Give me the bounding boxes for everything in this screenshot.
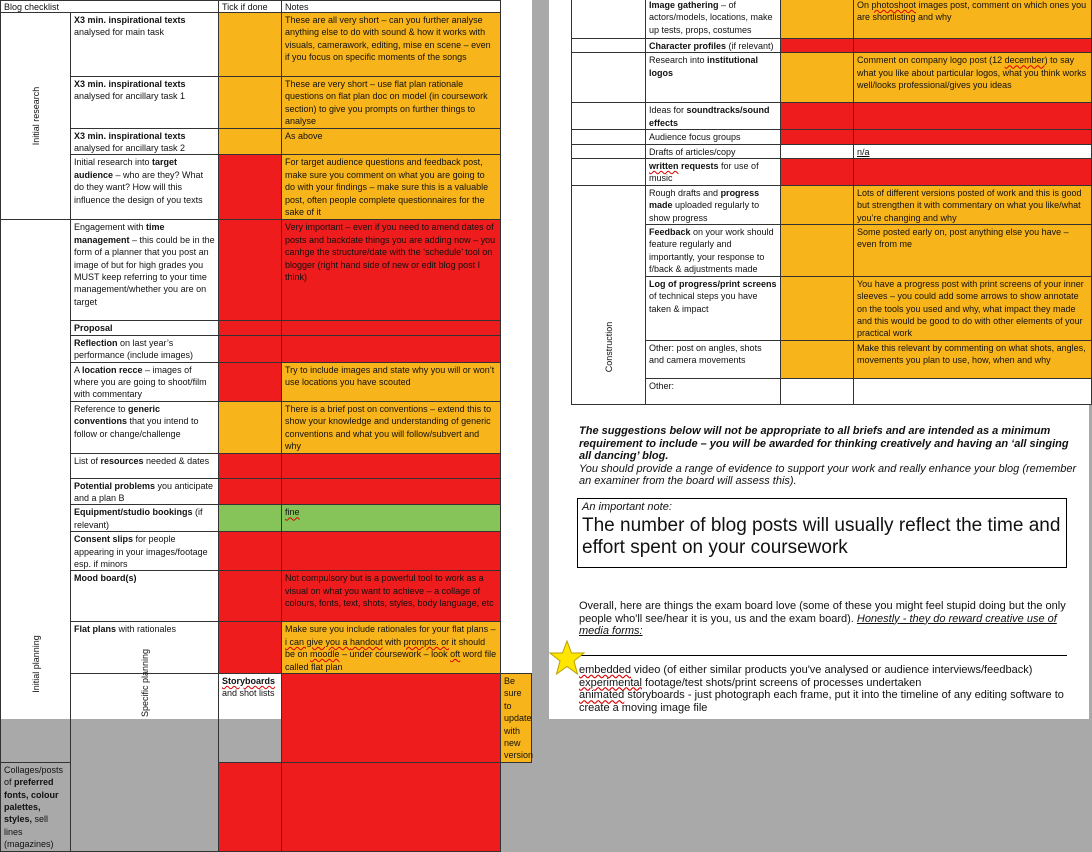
notes-cell: You have a progress post with print screens of your inner sleeves – you could add some arrows to show annotate on the tools you used and why, what impact they made and this would be good to do with other elements of your practical work <box>854 276 1092 340</box>
notes-cell: Make sure you include rationales for your flat plans – i can give you a handout with prompts. or it should be on moodle – under coursework – look oft word file called flat plan <box>282 622 501 674</box>
blank-cell <box>572 39 646 53</box>
notes-cell <box>282 453 501 478</box>
notes-cell: Make this relevant by commenting on what shots, angles, movements you plan to use, how, when and why <box>854 340 1092 378</box>
blank-cell <box>572 0 646 39</box>
notes-cell <box>854 159 1092 186</box>
tick-cell[interactable] <box>781 378 854 404</box>
bullet-item: animated storyboards - just photograph each frame, put it into the timeline of any editing software to create a moving image file <box>579 689 1064 714</box>
notes-cell <box>854 39 1092 53</box>
checklist-item: written requests for use of music <box>646 159 781 186</box>
checklist-item: Consent slips for people appearing in your images/footage esp. if minors <box>71 532 219 571</box>
blank-cell <box>572 159 646 186</box>
bullet-list <box>579 664 1079 714</box>
checklist-item: X3 min. inspirational texts analysed for ancillary task 1 <box>71 77 219 129</box>
blog-checklist-table <box>0 0 532 852</box>
section-initial-research: Initial research <box>1 13 71 220</box>
notes-cell <box>282 321 501 335</box>
note-label: An important note: <box>582 501 672 513</box>
checklist-item: Proposal <box>71 321 219 335</box>
tick-cell[interactable] <box>781 159 854 186</box>
checklist-item: Ideas for soundtracks/sound effects <box>646 103 781 130</box>
tick-cell[interactable] <box>282 673 501 762</box>
tick-cell[interactable] <box>781 225 854 277</box>
construction-table <box>571 0 1092 405</box>
checklist-item: Engagement with time management – this could be in the form of a planner that you post an image of but for high grades you MUST keep referring to your time management/whether you are on target <box>71 220 219 321</box>
notes-cell: As above <box>282 128 501 155</box>
tick-cell[interactable] <box>219 335 282 362</box>
note-main-text: The number of blog posts will usually reflect the time and effort spent on your coursework <box>582 515 1061 558</box>
checklist-item: X3 min. inspirational texts analysed for ancillary task 2 <box>71 128 219 155</box>
tick-cell[interactable] <box>219 505 282 532</box>
tick-cell[interactable] <box>219 128 282 155</box>
checklist-item: Collages/posts of preferred fonts, colour palettes, styles, sell lines (magazines) <box>1 762 71 851</box>
tick-cell[interactable] <box>219 362 282 401</box>
notes-cell: These are very short – use flat plan rationale questions on flat plan doc on model (in coursework section) to give you prompts on further things to analyse <box>282 77 501 129</box>
notes-cell <box>282 762 501 851</box>
tick-cell[interactable] <box>219 77 282 129</box>
checklist-item: Initial research into target audience – who are they? What do they want? How will this influence the design of you texts <box>71 155 219 220</box>
checklist-item: Reference to generic conventions that you intend to follow or change/challenge <box>71 401 219 453</box>
checklist-item: Drafts of articles/copy <box>646 144 781 158</box>
checklist-item: Rough drafts and progress made uploaded regularly to show progress <box>646 185 781 224</box>
tick-cell[interactable] <box>781 0 854 39</box>
divider-line <box>577 655 1067 656</box>
tick-cell[interactable] <box>781 276 854 340</box>
notes-cell <box>282 478 501 505</box>
blank-cell <box>572 53 646 103</box>
suggestions-paragraph: The suggestions below will not be appropriate to all briefs and are intended as a minimum requirement to include – you will be awarded for thinking creatively and having an ‘all singing all dancing’ blog. You should provide a range of evidence to support your work and really enhance your blog (remember an examiner from the board will assess this). <box>579 425 1077 488</box>
notes-cell: Comment on company logo post (12 december) to say what you like about particular logos, what you think works well/looks professional/gives you ideas <box>854 53 1092 103</box>
tick-cell[interactable] <box>219 762 282 851</box>
notes-cell: There is a brief post on conventions – extend this to show your knowledge and understanding of generic conventions and what you will follow/subvert and why <box>282 401 501 453</box>
notes-cell: Some posted early on, post anything else you have – even from me <box>854 225 1092 277</box>
bullet-item: embedded video (of either similar products you've analysed or audience interviews/feedback) <box>579 664 1033 676</box>
tick-cell[interactable] <box>781 340 854 378</box>
checklist-item: Other: post on angles, shots and camera movements <box>646 340 781 378</box>
left-document-page <box>0 0 534 850</box>
important-note-box <box>577 498 1067 568</box>
checklist-item: Character profiles (if relevant) <box>646 39 781 53</box>
checklist-item: Feedback on your work should feature regularly and importantly, your response to f/back & adjustments made <box>646 225 781 277</box>
tick-cell[interactable] <box>781 185 854 224</box>
notes-cell <box>854 130 1092 144</box>
tick-cell[interactable] <box>219 532 282 571</box>
header-blog-checklist: Blog checklist <box>1 1 219 13</box>
checklist-item: Reflection on last year’s performance (include images) <box>71 335 219 362</box>
blank-cell <box>572 103 646 130</box>
section-specific-planning: Specific planning <box>71 673 219 851</box>
blank-cell <box>572 144 646 158</box>
notes-cell: Not compulsory but is a powerful tool to work as a visual on what you want to achieve – a collage of colours, fonts, text, shots, styles, body language, etc <box>282 571 501 622</box>
tick-cell[interactable] <box>219 401 282 453</box>
tick-cell[interactable] <box>219 220 282 321</box>
checklist-item: Storyboards and shot lists <box>219 673 282 762</box>
checklist-item: List of resources needed & dates <box>71 453 219 478</box>
bullet-item: experimental footage/test shots/print screens of processes undertaken <box>579 676 922 689</box>
overall-paragraph: Overall, here are things the exam board love (some of these you might feel stupid doing but the only people who'll see/hear it is you, us and the exam board). Honestly - they do reward creative use of media forms: <box>579 600 1066 638</box>
notes-cell <box>282 335 501 362</box>
tick-cell[interactable] <box>219 155 282 220</box>
checklist-item: Research into institutional logos <box>646 53 781 103</box>
tick-cell[interactable] <box>781 103 854 130</box>
notes-cell: fine <box>282 505 501 532</box>
tick-cell[interactable] <box>219 321 282 335</box>
tick-cell[interactable] <box>781 53 854 103</box>
header-tick-if-done: Tick if done <box>219 1 282 13</box>
tick-cell[interactable] <box>219 622 282 674</box>
checklist-item: Potential problems you anticipate and a plan B <box>71 478 219 505</box>
tick-cell[interactable] <box>781 144 854 158</box>
page-gutter <box>532 0 549 719</box>
blank-cell <box>572 130 646 144</box>
section-initial-planning: Initial planning <box>1 220 71 762</box>
tick-cell[interactable] <box>219 13 282 77</box>
notes-cell: Lots of different versions posted of work and this is good but strengthen it with commentary on what you like/what you’re changing and why <box>854 185 1092 224</box>
checklist-item: Other: <box>646 378 781 404</box>
tick-cell[interactable] <box>219 453 282 478</box>
checklist-item: Equipment/studio bookings (if relevant) <box>71 505 219 532</box>
checklist-item: Audience focus groups <box>646 130 781 144</box>
tick-cell[interactable] <box>781 39 854 53</box>
notes-cell <box>854 103 1092 130</box>
tick-cell[interactable] <box>219 478 282 505</box>
notes-cell: On photoshoot images post, comment on which ones you are shortlisting and why <box>854 0 1092 39</box>
checklist-item: X3 min. inspirational texts analysed for main task <box>71 13 219 77</box>
checklist-item: A location recce – images of where you are going to shoot/film with commentary <box>71 362 219 401</box>
notes-cell: n/a <box>854 144 1092 158</box>
notes-cell <box>854 378 1092 404</box>
header-notes: Notes <box>282 1 501 13</box>
notes-cell: These are all very short – can you further analyse anything else to do with sound & how it works with visuals, camerawork, editing, mise en scene – even if you focus on specific moments of the songs <box>282 13 501 77</box>
section-construction: Construction <box>572 185 646 404</box>
notes-cell: Very important – even if you need to amend dates of posts and backdate things you are adding now – you canhge the structure/date with the ‘schedule’ tool on blogger (right hand side of new or edit blog post I think) <box>282 220 501 321</box>
notes-cell: Try to include images and state why you will or won’t use locations you have scouted <box>282 362 501 401</box>
notes-cell: For target audience questions and feedback post, make sure you comment on what you are going to do with your findings – make sure this is a valuable post, often people complete questionnaires for the sake of it <box>282 155 501 220</box>
checklist-item: Image gathering – of actors/models, locations, make up tests, props, costumes <box>646 0 781 39</box>
checklist-item: Log of progress/print screens of technical steps you have taken & impact <box>646 276 781 340</box>
right-document-page <box>549 0 1089 719</box>
tick-cell[interactable] <box>219 571 282 622</box>
checklist-item: Flat plans with rationales <box>71 622 219 674</box>
notes-cell <box>282 532 501 571</box>
tick-cell[interactable] <box>781 130 854 144</box>
notes-cell: Be sure to update with new version <box>501 673 532 762</box>
checklist-item: Mood board(s) <box>71 571 219 622</box>
